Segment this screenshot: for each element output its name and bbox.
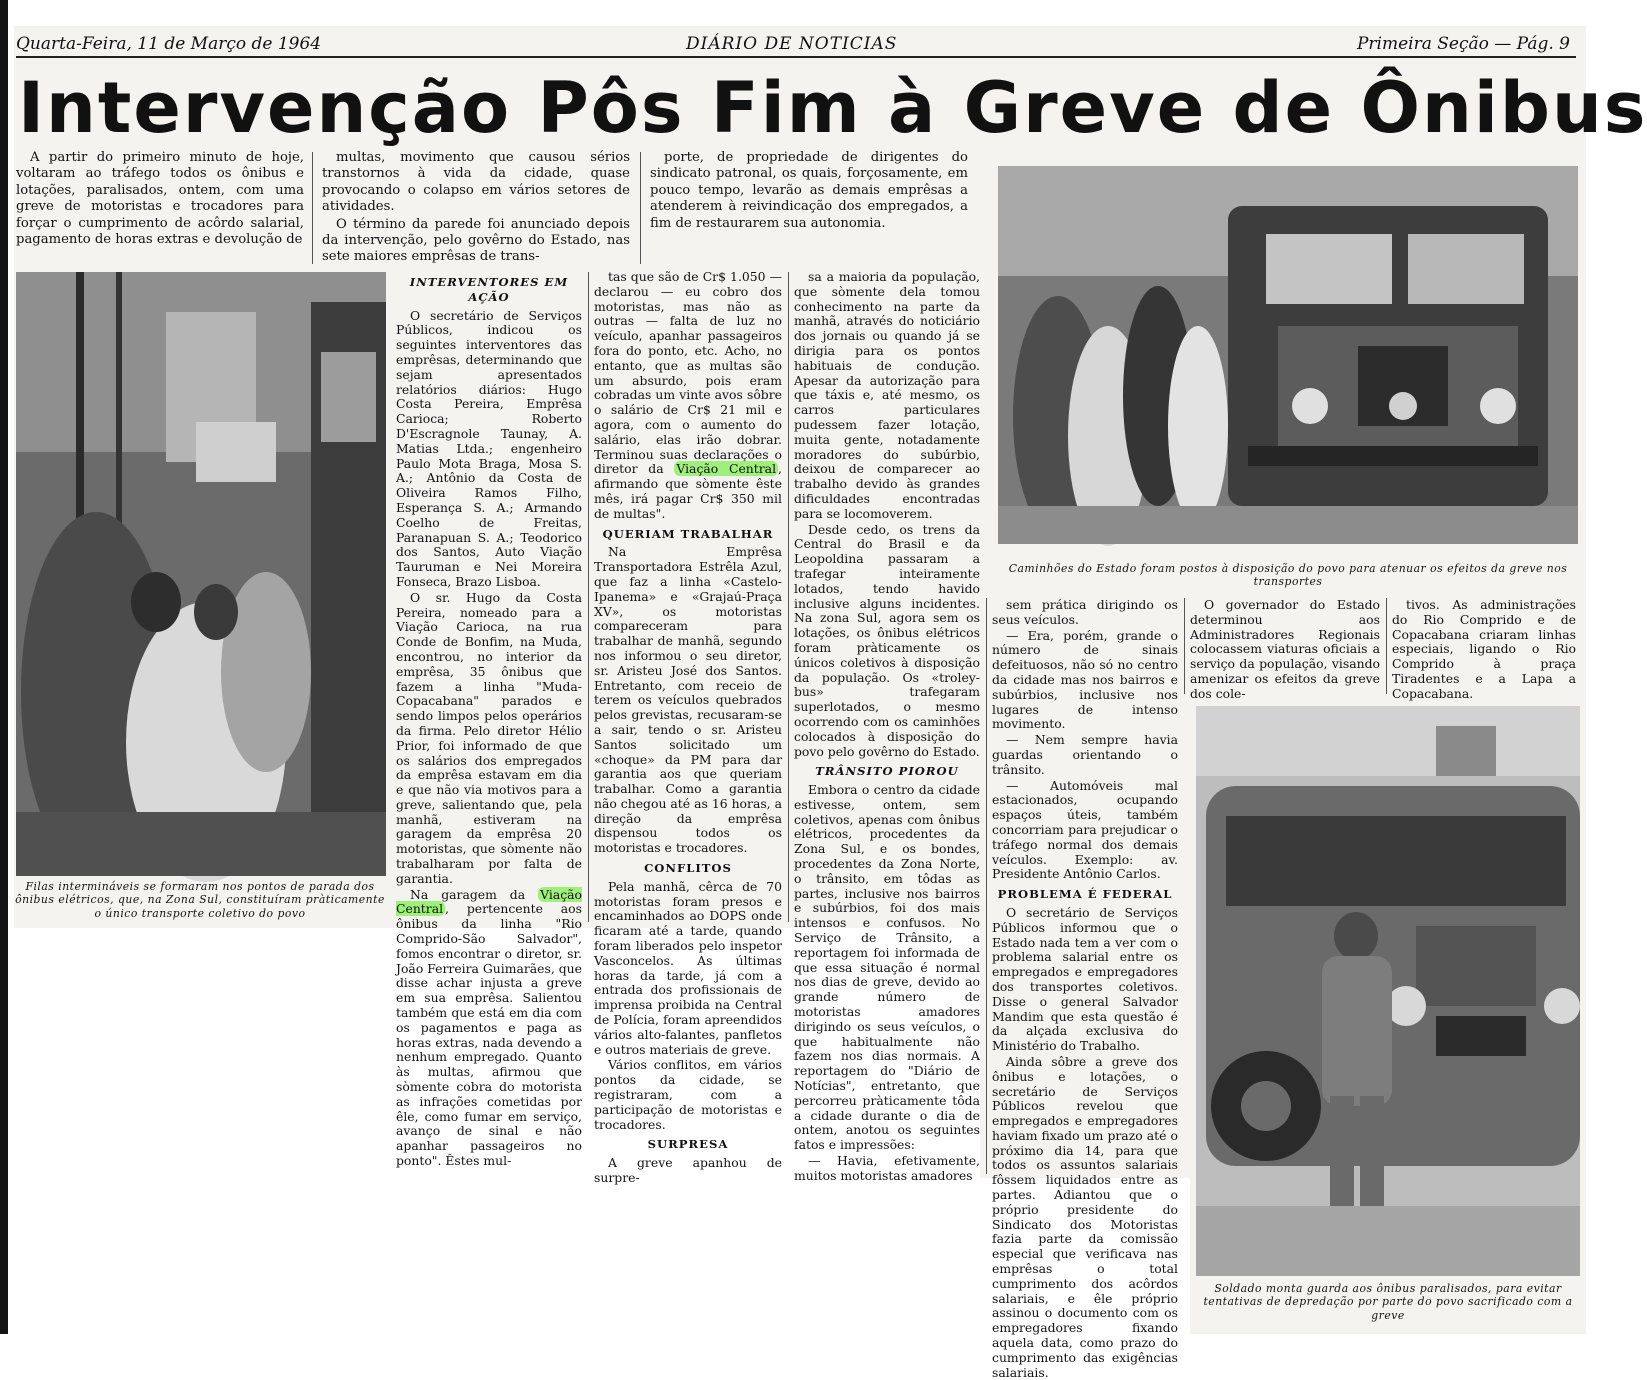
paragraph: — Automóveis mal estacionados, ocupando espaços úteis, também concorriam para prejudicar o tráfego normal dos demais veículos. Exemplo: av. Presidente Antônio Carlos. <box>992 777 1178 882</box>
lead-col-3 <box>650 150 968 268</box>
lead-paragraph: multas, movimento que causou sérios transtornos à vida da cidade, quase provocando o colapso em vários setores de atividades. <box>322 150 630 215</box>
paragraph: O sr. Hugo da Costa Pereira, nomeado para a Viação Carioca, na rua Conde de Bonfim, na Muda, encontrou, no interior da emprêsa, 35 ônibus que fazem a linha "Muda-Copacabana" parados e sendo limpos pelos operários da firma. Pelo diretor Hélio Prior, foi informado de que os salários dos empregados da emprêsa estavam em dia e que não via motivos para a greve, salientando que, pela manhã, estiveram na garagem da emprêsa 20 motoristas, que sòmente não trabalharam por falta de garantia. <box>396 589 582 886</box>
subhead-interventores: INTERVENTORES EM AÇÃO <box>409 275 569 304</box>
caption-top-right: Caminhões do Estado foram postos à disposição do povo para atenuar os efeitos da greve nos transportes <box>1008 562 1568 589</box>
paragraph-text: , afirmando que sòmente êste mês, irá pagar Cr$ 350 mil de multas". <box>594 461 782 521</box>
paragraph: Na Emprêsa Transportadora Estrêla Azul, que faz a linha «Castelo-Ipanema» e «Grajaú-Praça XV», os motoristas compareceram para trabalhar de manhã, segundo nos informou o seu diretor, sr. Aristeu José dos Santos. Entretanto, com receio de terem os veículos quebrados pelos grevistas, recusaram-se a sair, tendo o sr. Aristeu Santos solicitado um «choque» da PM para dar garantia aos que queriam trabalhar. Como a garantia não chegou até as 16 horas, a direção da emprêsa dispensou todos os motoristas e trocadores. <box>594 544 782 856</box>
section-page: Primeira Seção — Pág. 9 <box>1356 34 1570 54</box>
lead-col-2 <box>322 150 630 268</box>
subhead-transito-piorou: TRÂNSITO PIOROU <box>815 764 959 779</box>
paragraph: — Era, porém, grande o número de sinais defeituosos, não só no centro da cidade mas nos bairros e subúrbios, inclusive nos lugares de intenso movimento. <box>992 627 1178 732</box>
paragraph: O secretário de Serviços Públicos, indicou os seguintes interventores das emprêsas, determinando que sejam apresentados relatórios diários: Hugo Costa Pereira, Emprêsa Carioca; Roberto D'Escragnole Taunay, A. Matias Ltda.; engenheiro Paulo Mota Braga, Mosa S. A.; Antônio da Costa de Oliveira Ramos Filho, Esperança S. A.; Armando Coelho de Freitas, Paranapuan S. A.; Teodorico dos Santos, Auto Viação Tauruman e Nei Moreira Fonseca, Brazo Lisboa. <box>396 307 582 589</box>
paragraph: sem prática dirigindo os seus veículos. <box>992 597 1178 627</box>
body-col-3 <box>794 269 980 1183</box>
subhead-queriam-trabalhar: QUERIAM TRABALHAR <box>602 526 774 541</box>
lead-paragraph: O término da parede foi anunciado depois da intervenção, pelo govêrno do Estado, nas sete maiores emprêsas de trans- <box>322 216 630 265</box>
subhead-surpresa: SURPRESA <box>647 1137 729 1152</box>
paragraph: Embora o centro da cidade estivesse, ontem, sem coletivos, apenas com ônibus elétricos, procedentes da Zona Sul, e os bondes, procedentes da Zona Norte, o trânsito, em tôdas as partes, inclusive nos bairros e subúrbios, foi dos mais intensos e confusos. No Serviço de Trânsito, a reportagem foi informada de que essa situação é normal nos dias de greve, devido ao grande número de motoristas amadores dirigindo os seus veículos, o que habitualmente não fazem nos dias normais. A reportagem do "Diário de Notícias", entretanto, que percorreu pràticamente tôda a cidade durante o dia de ontem, anotou os seguintes fatos e impressões: <box>794 782 980 1153</box>
paragraph: — Havia, efetivamente, muitos motoristas amadores <box>794 1153 980 1183</box>
lead-paragraph: porte, de propriedade de dirigentes do sindicato patronal, os quais, forçosamente, em pouco tempo, levarão as demais emprêsas a atenderem à reivindicação dos empregados, a fim de restaurarem sua autonomia. <box>650 150 968 231</box>
paragraph-text: tas que são de Cr$ 1.050 — declarou — eu cobro dos motoristas, mas não as outras — falta de luz no veículo, apanhar passageiros fora do ponto, etc. Acho, no entanto, que as multas são um absurdo, pois eram cobradas um vinte avos sôbre o salário de Cr$ 21 mil e agora, com o aumento do salário, elas irão dobrar. Terminou suas declarações o diretor da <box>594 269 782 477</box>
paragraph: O governador do Estado determinou aos Administradores Regionais colocassem viaturas oficiais a serviço da população, visando amenizar os efeitos da greve dos cole- <box>1190 597 1380 701</box>
caption-bottom-right: Soldado monta guarda aos ônibus paralisados, para evitar tentativas de depredação por parte do povo sacrificado com a greve <box>1203 1282 1573 1322</box>
paragraph: sa a maioria da população, que sòmente dela tomou conhecimento na parte da manhã, através do noticiário dos jornais ou quando já se dirigia para os pontos habituais de condução. Apesar da autorização para que táxis e, até mesmo, os carros particulares pudessem fazer lotação, muita gente, notadamente moradores do subúrbio, deixou de comparecer ao trabalho devido às grandes dificuldades encontradas para se locomoverem. <box>794 269 980 521</box>
column-rule <box>1386 598 1387 694</box>
paragraph: O secretário de Serviços Públicos informou que o Estado nada tem a ver com o problema salarial entre os empregados e empregadores dos transportes coletivos. Disse o general Salvador Mandim que esta questão é da alçada exclusiva do Ministério do Trabalho. <box>992 904 1178 1054</box>
paragraph: tivos. As administrações do Rio Comprido e de Copacabana criaram linhas especiais, ligando o Rio Comprido à praça Tiradentes e a Lapa a Copacabana. <box>1392 597 1576 701</box>
column-rule <box>640 152 641 264</box>
body-col-2 <box>594 269 782 1186</box>
page-spine <box>0 0 8 1334</box>
column-rule <box>312 152 313 264</box>
body-col-6 <box>1392 597 1576 701</box>
body-col-5 <box>1190 597 1380 701</box>
newspaper-name: DIÁRIO DE NOTICIAS <box>686 34 898 54</box>
headline: Intervenção Pôs Fim à Greve de Ônibus <box>18 67 1647 149</box>
paragraph: — Nem sempre havia guardas orientando o trânsito. <box>992 732 1178 777</box>
body-col-4 <box>992 597 1178 1380</box>
paragraph-text: , pertencente aos ônibus da linha "Rio Comprido-São Salvador", fomos encontrar o diretor, sr. João Ferreira Guimarães, que disse achar injusta a greve em sua emprêsa. Salientou também que está em dia com os pagamentos e paga as horas extras, nada devendo a nenhum empregado. Quanto às multas, afirmou que sòmente cobra do motorista as infrações cometidas por êle, como fumar em serviço, avanço de sinal e não apanhar passageiros no ponto". Êstes mul- <box>396 901 582 1169</box>
paragraph: A greve apanhou de surpre- <box>594 1155 782 1186</box>
photo-bus-queue <box>16 272 386 876</box>
paragraph <box>594 270 782 522</box>
paragraph: Pela manhã, cêrca de 70 motoristas foram presos e encaminhados ao DOPS onde ficaram até a tarde, quando foram liberados pelo inspetor Vasconcelos. As últimas horas da tarde, já com a entrada dos profissionais de imprensa proibida na Central de Polícia, foram apreendidos vários alto-falantes, panfletos e outros materiais de greve. <box>594 878 782 1057</box>
column-rule <box>788 272 789 922</box>
state-truck-image <box>998 166 1578 544</box>
highlighted-text: Viação Central <box>676 461 777 477</box>
paragraph-text: Na garagem da <box>410 886 526 902</box>
soldier-bus-image <box>1196 706 1580 1276</box>
lead-paragraph: A partir do primeiro minuto de hoje, voltaram ao tráfego todos os ônibus e lotações, paralisados, ontem, com uma greve de motoristas e trocadores para forçar o cumprimento de acôrdo salarial, pagamento de horas extras e devolução de <box>16 150 304 248</box>
subhead-conflitos: CONFLITOS <box>644 861 732 876</box>
subhead-problema-federal: PROBLEMA É FEDERAL <box>997 887 1173 902</box>
paragraph: Ainda sôbre a greve dos ônibus e lotações, o secretário de Serviços Públicos revelou que empregados e empregadores haviam fixado um prazo até o próximo dia 14, para que todos os assuntos salariais fôssem liquidados entre as partes. Adiantou que o próprio presidente do Sindicato dos Motoristas fazia parte da comissão especial que verificava nas emprêsas o total cumprimento dos acôrdos salariais, e êle próprio assinou o documento com os empregadores fixando aquela data, como prazo do cumprimento das exigências salariais. <box>992 1053 1178 1380</box>
column-rule <box>986 598 987 1174</box>
photo-soldier-bus <box>1196 706 1580 1276</box>
body-col-1 <box>396 270 582 1169</box>
lead-col-1 <box>16 150 304 268</box>
caption-left: Filas intermináveis se formaram nos pontos de parada dos ônibus elétricos, que, na Zona Sul, constituíram pràticamente o único transporte coletivo do povo <box>15 880 385 920</box>
paragraph <box>396 888 582 1169</box>
newspaper-header <box>16 32 1576 58</box>
bus-queue-image <box>16 272 386 876</box>
issue-date: Quarta-Feira, 11 de Março de 1964 <box>16 34 322 54</box>
column-rule <box>1184 598 1185 694</box>
highlighted-text: Viação Central <box>396 886 582 917</box>
paragraph: Desde cedo, os trens da Central do Brasil e da Leopoldina passaram a trafegar inteiramente lotados, tendo havido inclusive alguns incidentes. Na zona Sul, agora sem os lotações, os ônibus elétricos foram pràticamente os únicos coletivos à disposição da população. Os «troley-bus» trafegaram superlotados, o mesmo ocorrendo com os caminhões colocados à disposição do povo pelo govêrno do Estado. <box>794 521 980 759</box>
photo-state-trucks <box>998 166 1578 544</box>
paragraph: Vários conflitos, em vários pontos da cidade, se registraram, com a participação de motoristas e trocadores. <box>594 1057 782 1132</box>
column-rule <box>588 272 589 922</box>
